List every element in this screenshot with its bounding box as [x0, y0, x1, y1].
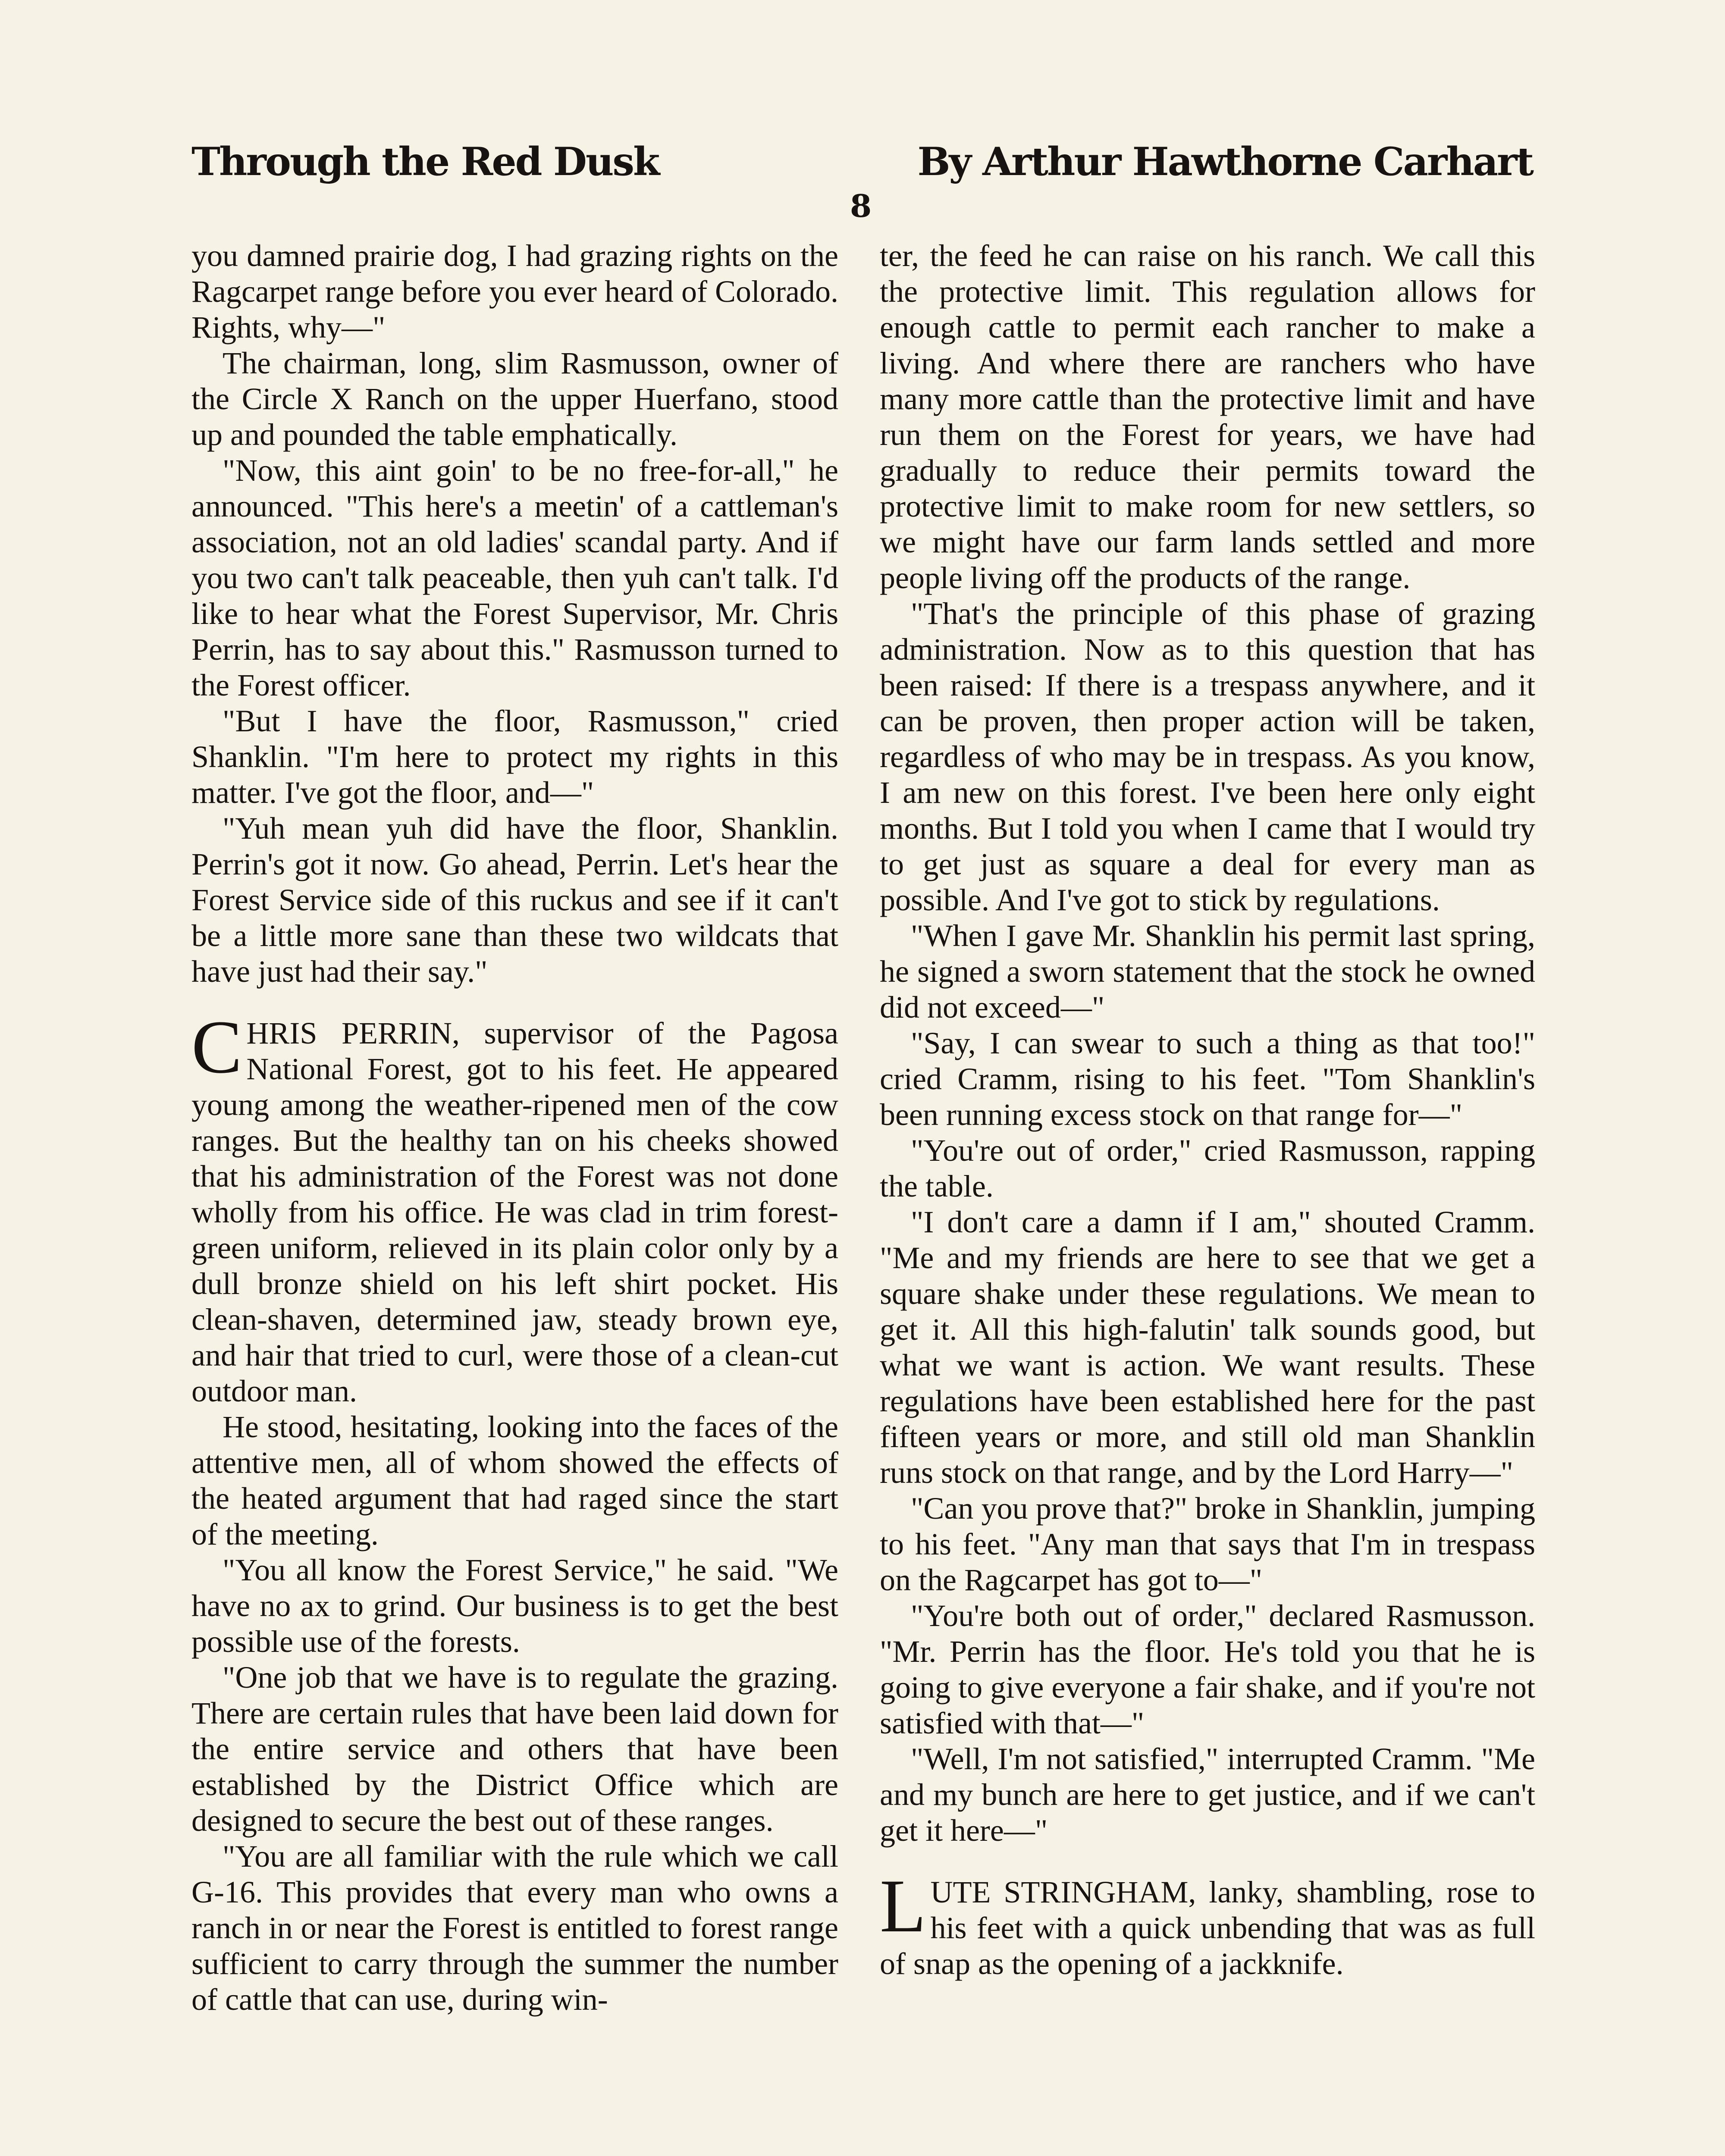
paragraph-text: "You are all familiar with the rule which we call G-16. This provides that every man who owns a ranch in or near the Forest is entitled to forest range sufficient to carry through the summer the number of cattle that can use, during win-: [191, 1839, 838, 2017]
paragraph: [191, 1409, 838, 1552]
paragraph: [880, 1133, 1535, 1204]
paragraph: [880, 238, 1535, 596]
paragraph-text: you damned prairie dog, I had grazing rights on the Ragcarpet range before you ever heard of Colorado. Rights, why—": [191, 238, 838, 345]
paragraph: [880, 1204, 1535, 1491]
paragraph-text: "You all know the Forest Service," he said. "We have no ax to grind. Our business is to get the best possible use of the forests.: [191, 1553, 838, 1659]
paragraph: [191, 1660, 838, 1839]
paragraph: [191, 1552, 838, 1660]
paragraph: [191, 453, 838, 703]
paragraph-text: "That's the principle of this phase of grazing administration. Now as to this question that has been raised: If there is a trespass anywhere, and it can be proven, then proper action will be taken, regardless of who may be in trespass. As you know, I am new on this forest. I've been here only eight months. But I told you when I came that I would try to get just as square a deal for every man as possible. And I've got to stick by regulations.: [880, 596, 1535, 917]
paragraph: [191, 238, 838, 345]
paragraph-text: "But I have the floor, Rasmusson," cried Shanklin. "I'm here to protect my rights in this matter. I've got the floor, and—": [191, 704, 838, 810]
paragraph-text: The chairman, long, slim Rasmusson, owner of the Circle X Ranch on the upper Huerfano, stood up and pounded the table emphatically.: [191, 346, 838, 452]
left-text-column: [191, 238, 838, 2018]
paragraph: [880, 1025, 1535, 1133]
paragraph: [880, 918, 1535, 1025]
story-title: Through the Red Dusk: [191, 139, 659, 185]
paragraph-text: "Well, I'm not satisfied," interrupted Cramm. "Me and my bunch are here to get justice, and if we can't get it here—": [880, 1742, 1535, 1848]
paragraph: [880, 596, 1535, 918]
paragraph-text: UTE STRINGHAM, lanky, shambling, rose to his feet with a quick unbending that was as full of snap as the opening of a jackknife.: [880, 1875, 1535, 1981]
paragraph-text: "Say, I can swear to such a thing as that too!" cried Cramm, rising to his feet. "Tom Shanklin's been running excess stock on that range for—": [880, 1026, 1535, 1132]
paragraph: [191, 811, 838, 990]
paragraph: [880, 1741, 1535, 1849]
paragraph-text: "You're both out of order," declared Rasmusson. "Mr. Perrin has the floor. He's told you that he is going to give everyone a fair shake, and if you're not satisfied with that—": [880, 1598, 1535, 1740]
paragraph: [880, 1491, 1535, 1598]
paragraph-text: "Now, this aint goin' to be no free-for-all," he announced. "This here's a meetin' of a cattleman's association, not an old ladies' scandal party. And if you two can't talk peaceable, then yuh can't talk. I'd like to hear what the Forest Supervisor, Mr. Chris Perrin, has to say about this." Rasmusson turned to the Forest officer.: [191, 453, 838, 702]
paragraph: [880, 1864, 1535, 1982]
drop-cap: L: [880, 1864, 926, 1948]
paragraph: [191, 345, 838, 453]
author-byline: By Arthur Hawthorne Carhart: [917, 139, 1533, 185]
paragraph-text: He stood, hesitating, looking into the faces of the attentive men, all of whom showed the effects of the heated argument that had raged since the start of the meeting.: [191, 1410, 838, 1551]
paragraph-text: "You're out of order," cried Rasmusson, rapping the table.: [880, 1133, 1535, 1203]
paragraph-text: "When I gave Mr. Shanklin his permit last spring, he signed a sworn statement that the stock he owned did not exceed—": [880, 918, 1535, 1025]
paragraph-text: "I don't care a damn if I am," shouted Cramm. "Me and my friends are here to see that we get a square shake under these regulations. We mean to get it. All this high-falutin' talk sounds good, but what we want is action. We want results. These regulations have been established here for the past fifteen years or more, and still old man Shanklin runs stock on that range, and by the Lord Harry—": [880, 1205, 1535, 1490]
paragraph-text: ter, the feed he can raise on his ranch. We call this the protective limit. This regulation allows for enough cattle to permit each rancher to make a living. And where there are ranchers who have many more cattle than the protective limit and have run them on the Forest for years, we have had gradually to reduce their permits toward the protective limit to make room for new settlers, so we might have our farm lands settled and more people living off the products of the range.: [880, 238, 1535, 595]
paragraph-text: "Can you prove that?" broke in Shanklin, jumping to his feet. "Any man that says that I'm in trespass on the Ragcarpet has got to—": [880, 1491, 1535, 1597]
paragraph-text: HRIS PERRIN, supervisor of the Pagosa National Forest, got to his feet. He appeared young among the weather-ripened men of the cow ranges. But the healthy tan on his cheeks showed that his administration of the Forest was not done wholly from his office. He was clad in trim forest-green uniform, relieved in its plain color only by a dull bronze shield on his left shirt pocket. His clean-shaven, determined jaw, steady brown eye, and hair that tried to curl, were those of a clean-cut outdoor man.: [191, 1016, 838, 1408]
page-number: 8: [850, 188, 872, 224]
paragraph: [191, 703, 838, 811]
paragraph: [880, 1598, 1535, 1741]
paragraph: [191, 1839, 838, 2018]
right-text-column: [880, 238, 1535, 1982]
drop-cap: C: [191, 1005, 242, 1089]
paragraph-text: "One job that we have is to regulate the grazing. There are certain rules that have been laid down for the entire service and others that have been established by the District Office which are designed to secure the best out of these ranges.: [191, 1660, 838, 1838]
paragraph: [191, 1005, 838, 1409]
paragraph-text: "Yuh mean yuh did have the floor, Shanklin. Perrin's got it now. Go ahead, Perrin. Let's hear the Forest Service side of this ruckus and see if it can't be a little more sane than these two wildcats that have just had their say.": [191, 811, 838, 989]
